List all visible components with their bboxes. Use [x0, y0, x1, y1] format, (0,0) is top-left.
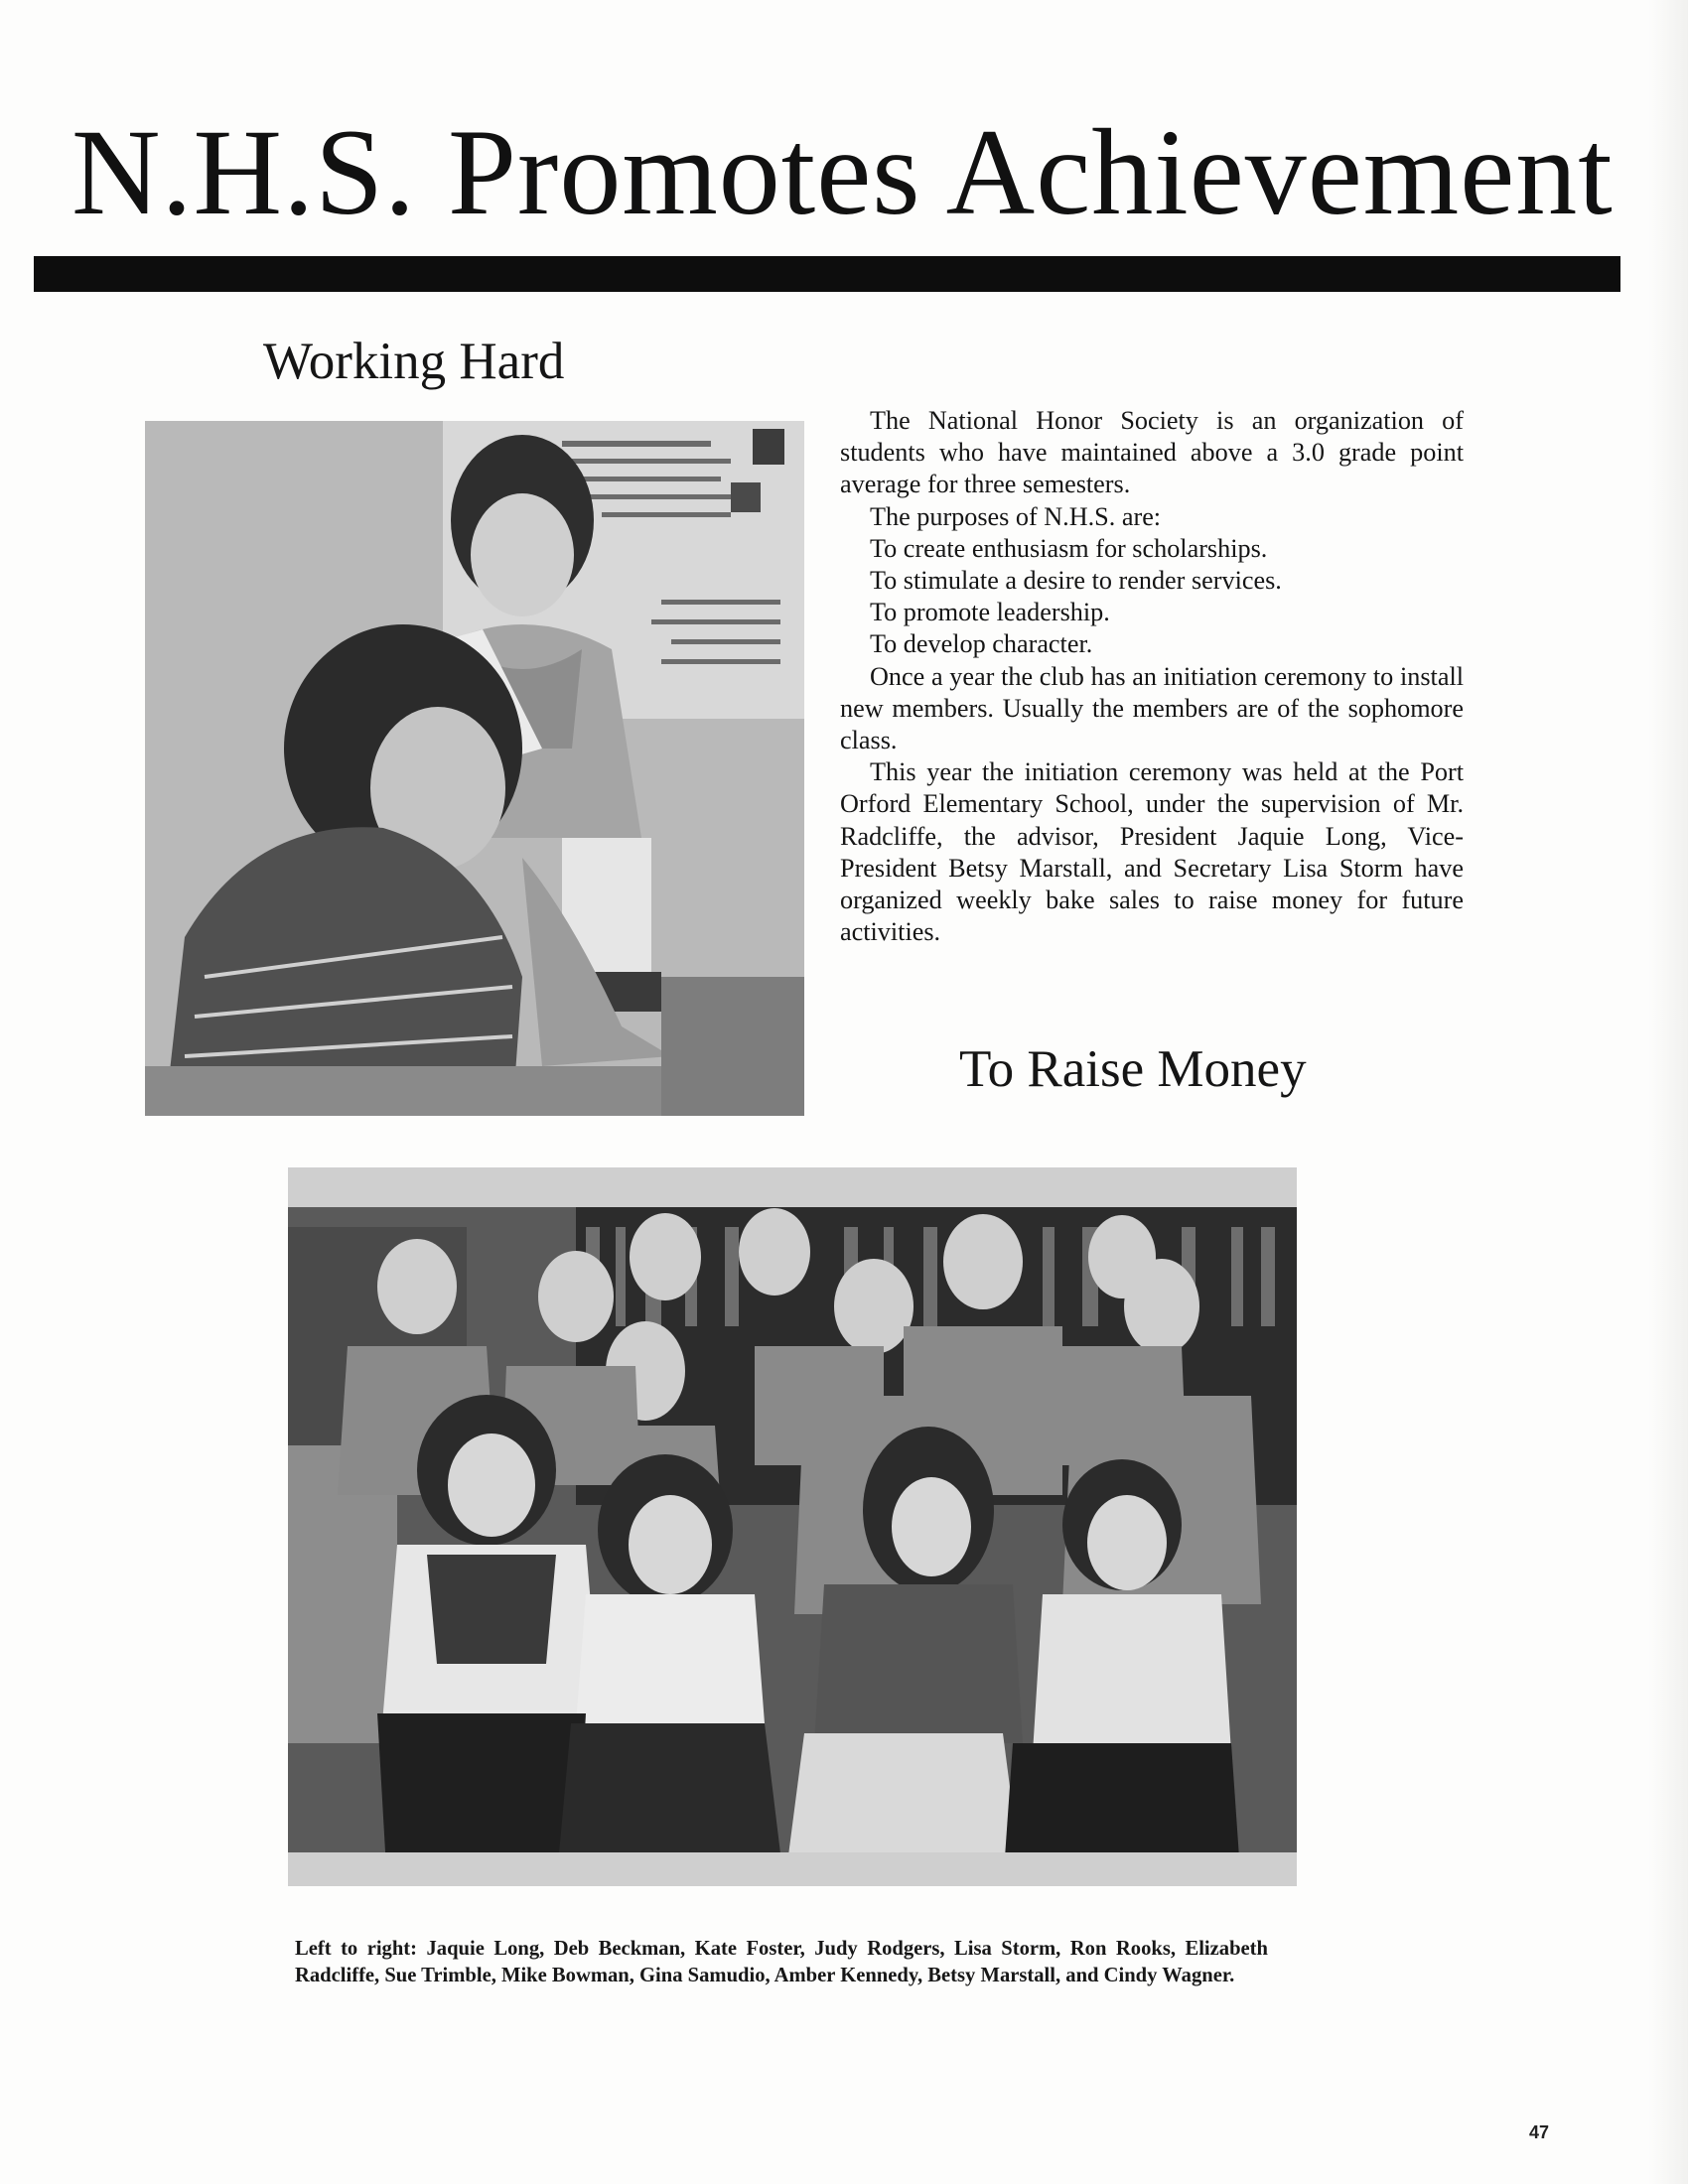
purpose-item: To stimulate a desire to render services.	[870, 566, 1282, 596]
nhs-group-photo	[288, 1167, 1297, 1886]
section-heading-working-hard: Working Hard	[263, 333, 565, 390]
purpose-item: To promote leadership.	[870, 598, 1110, 627]
article-paragraph-2: Once a year the club has an initiation ceremony to install new members. Usually the members are of the sophomore class.	[840, 661, 1464, 755]
purpose-item: To develop character.	[870, 629, 1093, 659]
article-paragraph-1: The National Honor Society is an organization of students who have maintained above a 3.0 grade point average for three semesters.	[840, 406, 1464, 499]
purposes-intro: The purposes of N.H.S. are:	[870, 501, 1162, 531]
article-paragraph-3: This year the initiation ceremony was held at the Port Orford Elementary School, under the supervision of Mr. Radcliffe, the advisor, President Jaquie Long, Vice-President Betsy Marstall, and Secretary Lisa Storm have organized weekly bake sales to raise money for future activities.	[840, 757, 1464, 947]
article-body	[840, 405, 1464, 948]
scan-edge-shading	[1648, 0, 1688, 2184]
title-divider-bar	[34, 256, 1620, 292]
page-number: 47	[1529, 2122, 1550, 2142]
students-studying-illustration	[145, 421, 804, 1116]
purpose-item: To create enthusiasm for scholarships.	[870, 533, 1268, 563]
section-heading-to-raise-money: To Raise Money	[959, 1040, 1307, 1098]
students-studying-photo	[145, 421, 804, 1116]
group-photo-illustration	[288, 1167, 1297, 1886]
page-title: N.H.S. Promotes Achievement	[71, 104, 1614, 240]
group-photo-caption: Left to right: Jaquie Long, Deb Beckman, Kate Foster, Judy Rodgers, Lisa Storm, Ron Rooks, Elizabeth Radcliffe, Sue Trimble, Mike Bowman, Gina Samudio, Amber Kennedy, Betsy Marstall, and Cindy Wagner.	[295, 1938, 1268, 1986]
